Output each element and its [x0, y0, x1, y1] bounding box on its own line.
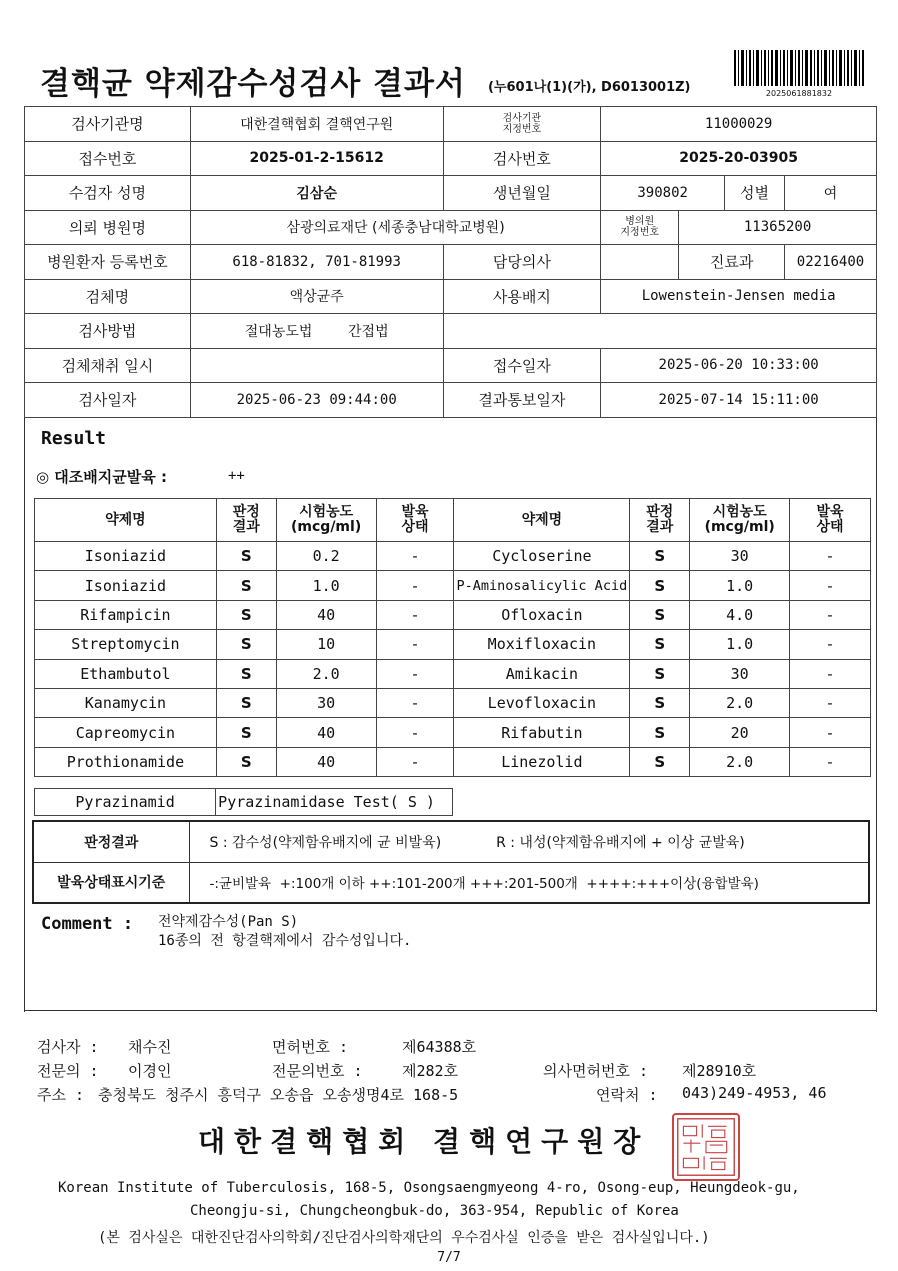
drug-concentration: 40: [276, 718, 376, 747]
drug-name: Isoniazid: [35, 542, 217, 571]
judgement-legend-label: 판정결과: [33, 821, 189, 862]
medium: Lowenstein-Jensen media: [601, 279, 877, 314]
pyrazinamide-value: Pyrazinamidase Test( S ): [216, 789, 453, 816]
drug-result: S: [216, 630, 276, 659]
license-number: 제64388호: [402, 1038, 477, 1056]
specialist-name: 이경인: [128, 1062, 172, 1080]
birth-date: 390802: [601, 176, 725, 211]
test-no-label: 검사번호: [443, 141, 601, 176]
certification-note: (본 검사실은 대한진단검사의학회/진단검사의학재단의 우수검사실 인증을 받은 검사실입니다.): [98, 1230, 710, 1246]
drug-concentration: 0.2: [276, 542, 376, 571]
tester-label: 검사자 :: [37, 1038, 99, 1056]
drug-result: S: [630, 688, 690, 717]
table-row: [35, 542, 871, 571]
receipt-no: 2025-01-2-15612: [190, 141, 443, 176]
comment-line-2: 16종의 전 항결핵제에서 감수성입니다.: [158, 933, 412, 949]
growth-legend-label: 발육상태표시기준: [33, 862, 189, 903]
sex-label: 성별: [725, 176, 785, 211]
hospital-code-label: 병의원 지정번호: [601, 210, 679, 245]
drug-table-header: [35, 499, 871, 542]
table-row: [35, 747, 871, 776]
drug-result: S: [630, 630, 690, 659]
collect-date-label: 검체채취 일시: [25, 348, 191, 383]
report-date-label: 결과통보일자: [443, 383, 601, 418]
drug-result: S: [630, 747, 690, 776]
specimen: 액상균주: [190, 279, 443, 314]
drug-concentration: 2.0: [690, 747, 790, 776]
drug-result: S: [630, 718, 690, 747]
header-concentration: 시험농도 (mcg/ml): [690, 499, 790, 542]
official-seal-icon: [672, 1113, 740, 1181]
drug-name: Capreomycin: [35, 718, 217, 747]
drug-result: S: [216, 542, 276, 571]
pyrazinamide-label: Pyrazinamid: [35, 789, 216, 816]
test-date-label: 검사일자: [25, 383, 191, 418]
department-label: 진료과: [679, 245, 785, 280]
license-label: 면허번호 :: [272, 1038, 349, 1056]
drug-result: S: [630, 571, 690, 600]
lab-name: 대한결핵협회 결핵연구원: [190, 107, 443, 142]
method: 절대농도법 간접법: [190, 314, 443, 349]
drug-growth: -: [376, 630, 454, 659]
pyrazinamide-table: [34, 788, 453, 816]
drug-concentration: 20: [690, 718, 790, 747]
comment-label: Comment :: [41, 914, 134, 934]
lab-code: 11000029: [601, 107, 877, 142]
department-code: 02216400: [785, 245, 877, 280]
drug-name: P-Aminosalicylic Acid: [454, 571, 630, 600]
drug-concentration: 40: [276, 747, 376, 776]
lab-name-label: 검사기관명: [25, 107, 191, 142]
drug-concentration: 1.0: [276, 571, 376, 600]
lab-code-label: 검사기관 지정번호: [443, 107, 601, 142]
doctor-label: 담당의사: [443, 245, 601, 280]
drug-result: S: [630, 542, 690, 571]
address: 충청북도 청주시 흥덕구 오송읍 오송생명4로 168-5: [98, 1086, 459, 1104]
drug-growth: -: [376, 747, 454, 776]
report-date: 2025-07-14 15:11:00: [601, 383, 877, 418]
table-row: [35, 688, 871, 717]
table-row: [35, 630, 871, 659]
header-concentration: 시험농도 (mcg/ml): [276, 499, 376, 542]
patient-reg-no: 618-81832, 701-81993: [190, 245, 443, 280]
doctor-name: [601, 245, 679, 280]
divider: [24, 1010, 877, 1011]
test-date: 2025-06-23 09:44:00: [190, 383, 443, 418]
table-row: [35, 789, 453, 816]
receipt-date-label: 접수일자: [443, 348, 601, 383]
drug-result: S: [216, 688, 276, 717]
legend-table: [32, 820, 870, 904]
receipt-no-label: 접수번호: [25, 141, 191, 176]
hospital-name: 삼광의료재단 (세종충남대학교병원): [190, 210, 600, 245]
drug-name: Ofloxacin: [454, 600, 630, 629]
birth-label: 생년월일: [443, 176, 601, 211]
drug-concentration: 30: [690, 542, 790, 571]
specialist-no-label: 전문의번호 :: [272, 1062, 363, 1080]
drug-name: Amikacin: [454, 659, 630, 688]
specialist-label: 전문의 :: [37, 1062, 99, 1080]
drug-result: S: [216, 600, 276, 629]
hospital-code: 11365200: [679, 210, 877, 245]
drug-result: S: [630, 659, 690, 688]
header-drug: 약제명: [454, 499, 630, 542]
drug-name: Isoniazid: [35, 571, 217, 600]
result-heading: Result: [41, 428, 107, 449]
drug-growth: -: [790, 600, 871, 629]
table-row: [35, 571, 871, 600]
receipt-date: 2025-06-20 10:33:00: [601, 348, 877, 383]
organization-name: 대한결핵협회 결핵연구원장: [198, 1125, 650, 1158]
barcode-icon: [734, 50, 864, 86]
judgement-r-text: R : 내성(약제함유배지에 + 이상 균발육): [496, 834, 745, 851]
drug-result: S: [216, 571, 276, 600]
drug-growth: -: [376, 659, 454, 688]
drug-growth: -: [376, 718, 454, 747]
method-label: 검사방법: [25, 314, 191, 349]
drug-growth: -: [790, 659, 871, 688]
specimen-label: 검체명: [25, 279, 191, 314]
doctor-license-label: 의사면허번호 :: [543, 1062, 649, 1080]
drug-concentration: 1.0: [690, 630, 790, 659]
drug-concentration: 30: [276, 688, 376, 717]
patient-info-table: [24, 106, 877, 418]
drug-concentration: 2.0: [690, 688, 790, 717]
control-growth-value: ++: [228, 468, 245, 484]
drug-growth: -: [790, 718, 871, 747]
growth-legend-text: -:균비발육 +:100개 이하 ++:101-200개 +++:201-500개 ++++:+++이상(융합발육): [189, 862, 869, 903]
legend-judgement-row: [33, 821, 869, 862]
drug-growth: -: [376, 542, 454, 571]
drug-growth: -: [790, 630, 871, 659]
document-code: (누601나(1)(가), D6013001Z): [488, 80, 691, 95]
header-growth: 발육 상태: [790, 499, 871, 542]
comment-line-1: 전약제감수성(Pan S): [158, 914, 299, 930]
drug-concentration: 30: [690, 659, 790, 688]
drug-concentration: 4.0: [690, 600, 790, 629]
header-growth: 발육 상태: [376, 499, 454, 542]
barcode-number: 2025061881832: [765, 89, 833, 98]
drug-name: Levofloxacin: [454, 688, 630, 717]
drug-growth: -: [376, 688, 454, 717]
sex: 여: [785, 176, 877, 211]
drug-concentration: 10: [276, 630, 376, 659]
drug-growth: -: [376, 600, 454, 629]
doctor-license-number: 제28910호: [682, 1062, 757, 1080]
document-title: 결핵균 약제감수성검사 결과서: [40, 66, 466, 102]
drug-growth: -: [790, 688, 871, 717]
specialist-number: 제282호: [402, 1062, 459, 1080]
drug-concentration: 2.0: [276, 659, 376, 688]
drug-growth: -: [790, 747, 871, 776]
drug-name: Cycloserine: [454, 542, 630, 571]
judgement-legend: [189, 821, 869, 862]
contact-label: 연락처 :: [596, 1086, 658, 1104]
drug-growth: -: [790, 542, 871, 571]
judgement-s-text: S : 감수성(약제함유배지에 균 비발육): [209, 834, 442, 851]
drug-susceptibility-table: [34, 498, 871, 777]
method-empty: [443, 314, 876, 349]
table-row: [35, 718, 871, 747]
english-address-line-1: Korean Institute of Tuberculosis, 168-5, Osongsaengmyeong 4-ro, Osong-eup, Heungdeok-gu,: [58, 1180, 800, 1196]
header-judgement: 판정 결과: [216, 499, 276, 542]
patient-name-label: 수검자 성명: [25, 176, 191, 211]
drug-growth: -: [790, 571, 871, 600]
english-address-line-2: Cheongju-si, Chungcheongbuk-do, 363-954, Republic of Korea: [190, 1203, 679, 1219]
test-no: 2025-20-03905: [601, 141, 877, 176]
address-label: 주소 :: [37, 1086, 85, 1104]
drug-concentration: 1.0: [690, 571, 790, 600]
header-drug: 약제명: [35, 499, 217, 542]
control-growth-label: ◎ 대조배지균발육 :: [36, 468, 167, 486]
contact-number: 043)249-4953, 46: [682, 1084, 827, 1102]
page-number: 7/7: [437, 1250, 461, 1265]
drug-name: Linezolid: [454, 747, 630, 776]
table-row: [35, 600, 871, 629]
drug-name: Streptomycin: [35, 630, 217, 659]
drug-name: Rifampicin: [35, 600, 217, 629]
legend-growth-row: [33, 862, 869, 903]
collect-date: [190, 348, 443, 383]
drug-result: S: [216, 659, 276, 688]
drug-name: Rifabutin: [454, 718, 630, 747]
hospital-label: 의뢰 병원명: [25, 210, 191, 245]
drug-result: S: [216, 718, 276, 747]
drug-result: S: [216, 747, 276, 776]
tester-name: 채수진: [128, 1038, 172, 1056]
patient-name: 김삼순: [190, 176, 443, 211]
drug-concentration: 40: [276, 600, 376, 629]
drug-name: Ethambutol: [35, 659, 217, 688]
drug-name: Moxifloxacin: [454, 630, 630, 659]
drug-name: Kanamycin: [35, 688, 217, 717]
medium-label: 사용배지: [443, 279, 601, 314]
table-row: [35, 659, 871, 688]
header-judgement: 판정 결과: [630, 499, 690, 542]
drug-growth: -: [376, 571, 454, 600]
drug-name: Prothionamide: [35, 747, 217, 776]
drug-result: S: [630, 600, 690, 629]
patient-reg-label: 병원환자 등록번호: [25, 245, 191, 280]
